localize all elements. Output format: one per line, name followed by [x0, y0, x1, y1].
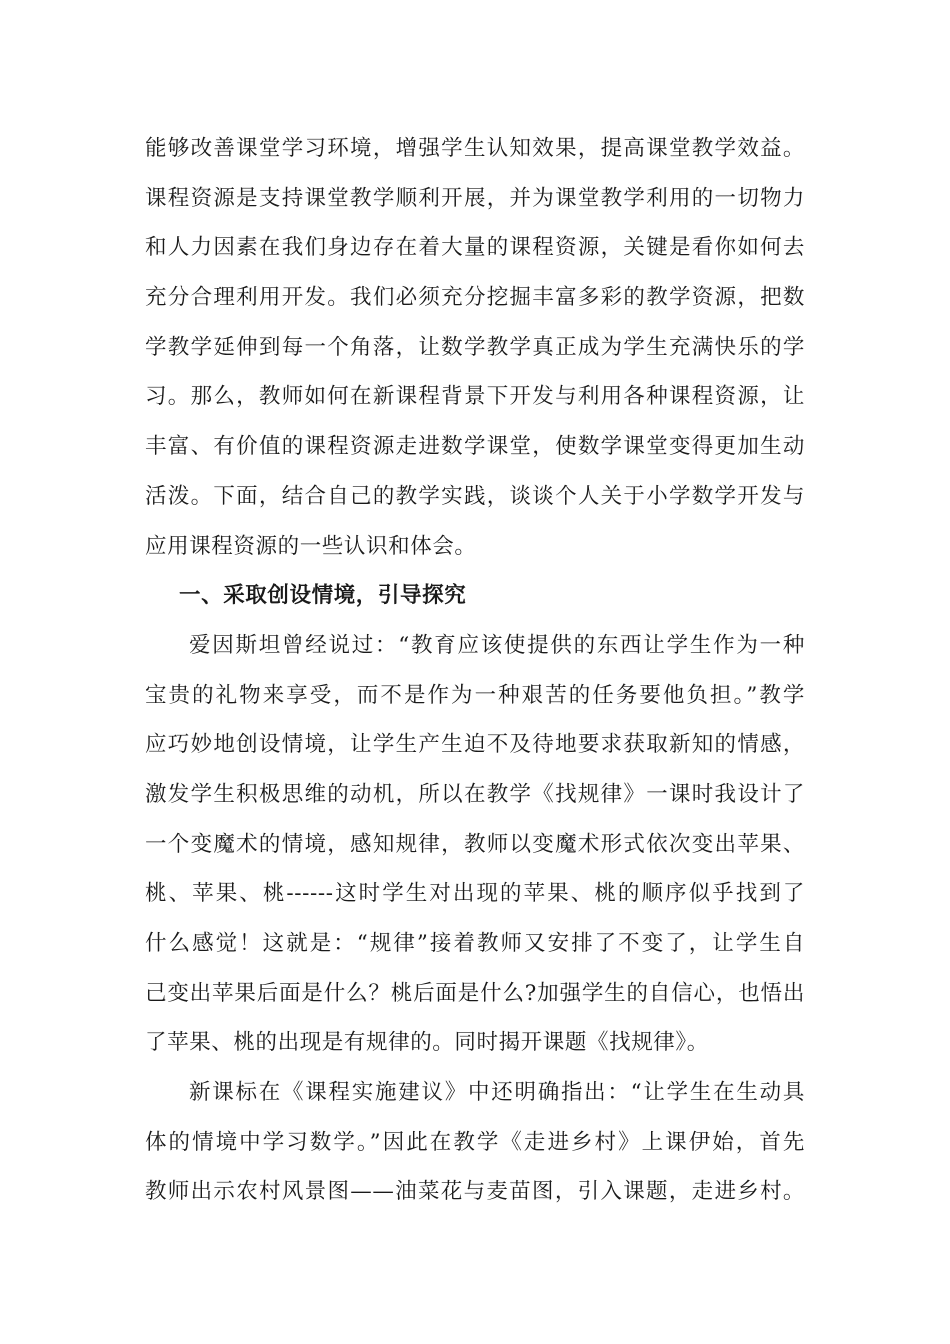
text-line: 宝贵的礼物来享受，而不是作为一种艰苦的任务要他负担。”教学: [145, 682, 805, 708]
text-line: 活泼。下面，结合自己的教学实践，谈谈个人关于小学数学开发与: [145, 483, 805, 509]
text-line: 一个变魔术的情境，感知规律，教师以变魔术形式依次变出苹果、: [145, 831, 805, 857]
section-heading: 一、采取创设情境，引导探究: [179, 583, 467, 609]
text-line: 什么感觉！这就是：“规律”接着教师又安排了不变了，让学生自: [145, 931, 805, 956]
text-line: 应用课程资源的一些认识和体会。: [145, 533, 477, 559]
text-line: 充分合理利用开发。我们必须充分挖掘丰富多彩的教学资源，把数: [145, 285, 805, 311]
text-line: 和人力因素在我们身边存在着大量的课程资源，关键是看你如何去: [145, 235, 805, 261]
text-line: 了苹果、桃的出现是有规律的。同时揭开课题《找规律》。: [145, 1030, 709, 1056]
text-line: 学教学延伸到每一个角落，让数学教学真正成为学生充满快乐的学: [145, 334, 805, 360]
text-line: 能够改善课堂学习环境，增强学生认知效果，提高课堂教学效益。: [145, 136, 805, 161]
text-line: 激发学生积极思维的动机，所以在教学《找规律》一课时我设计了: [145, 781, 805, 807]
text-line: 己变出苹果后面是什么？桃后面是什么?加强学生的自信心，也悟出: [145, 980, 805, 1006]
paragraph-first-line: 爱因斯坦曾经说过：“教育应该使提供的东西让学生作为一种: [189, 632, 805, 658]
text-line: 体的情境中学习数学。”因此在教学《走进乡村》上课伊始，首先: [145, 1129, 805, 1155]
text-line: 教师出示农村风景图——油菜花与麦苗图，引入课题，走进乡村。: [145, 1179, 805, 1205]
document-body: [145, 124, 805, 1217]
paragraph-first-line: 新课标在《课程实施建议》中还明确指出：“让学生在生动具: [189, 1080, 805, 1106]
text-line: 桃、苹果、桃------这时学生对出现的苹果、桃的顺序似乎找到了: [145, 881, 805, 907]
text-line: 丰富、有价值的课程资源走进数学课堂，使数学课堂变得更加生动: [145, 434, 805, 460]
text-line: 应巧妙地创设情境，让学生产生迫不及待地要求获取新知的情感，: [145, 732, 805, 758]
text-line: 课程资源是支持课堂教学顺利开展，并为课堂教学利用的一切物力: [145, 185, 805, 211]
text-line: 习。那么，教师如何在新课程背景下开发与利用各种课程资源，让: [145, 384, 805, 410]
